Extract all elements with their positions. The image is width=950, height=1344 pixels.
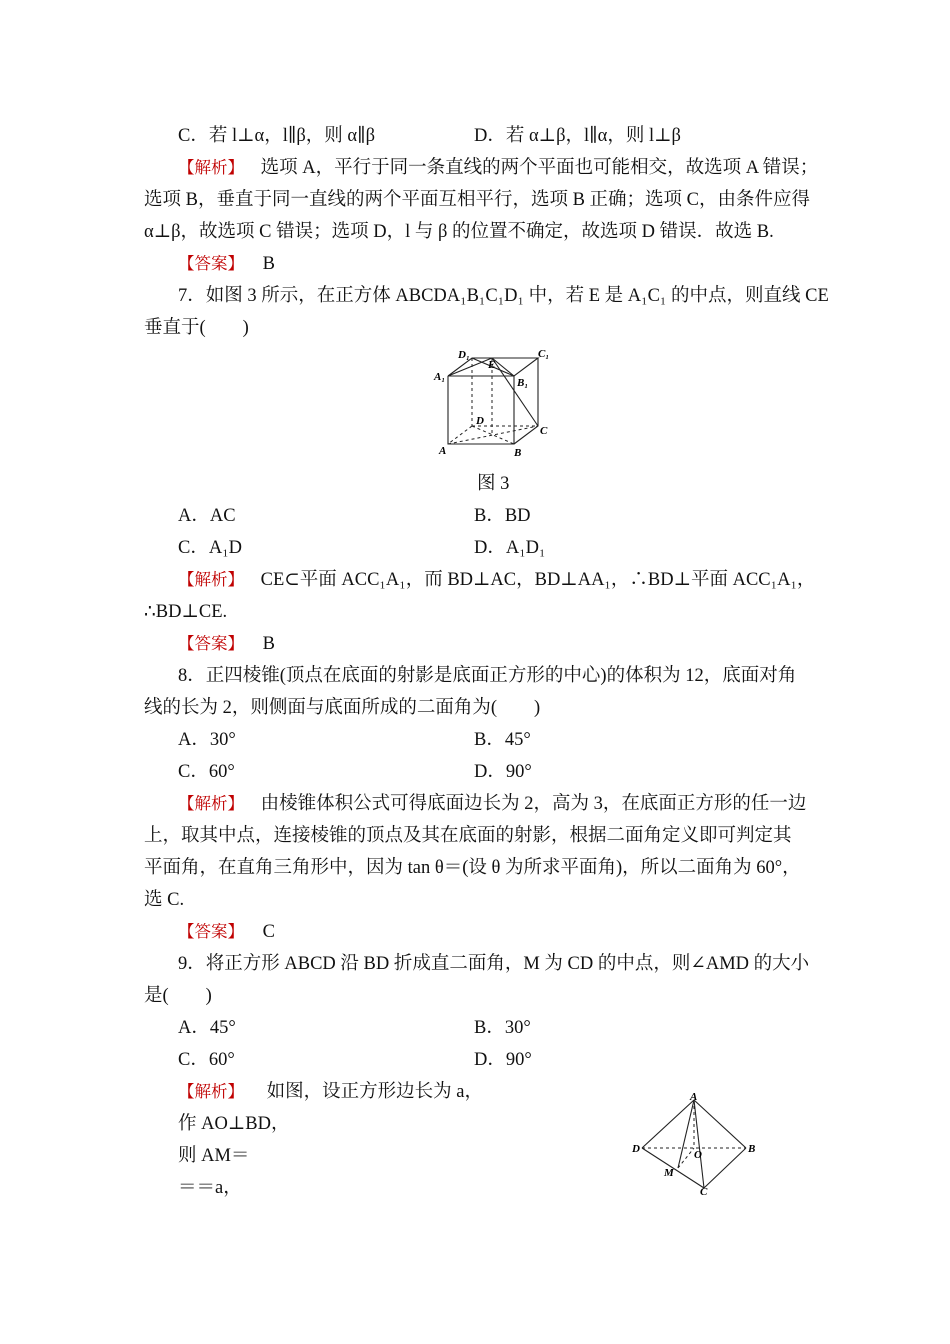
label-A1: A₁ [434, 371, 446, 383]
figure-caption: 图 3 [477, 474, 510, 494]
q6-analysis-line-2: 选项 B，垂直于同一直线的两个平面互相平行，选项 B 正确；选项 C，由条件应得 [144, 190, 811, 210]
answer-tag: 【答案】 [178, 634, 244, 653]
answer-tag: 【答案】 [178, 922, 244, 941]
q8-option-c: C．60° [178, 762, 235, 782]
analysis-tag: 【解析】 [178, 794, 244, 813]
q9-analysis-line-4: ＝＝a， [178, 1178, 242, 1198]
q6-option-c: C．若 l⊥α，l∥β，则 α∥β [178, 126, 376, 146]
q8-option-d: D．90° [474, 762, 532, 782]
q6-option-d: D．若 α⊥β，l∥α，则 l⊥β [474, 126, 681, 146]
label-B1: B₁ [517, 377, 529, 389]
q7-analysis-line-2: ∴BD⊥CE. [144, 602, 228, 622]
q6-analysis-line-3: α⊥β，故选项 C 错误；选项 D，l 与 β 的位置不确定，故选项 D 错误．故选 B. [144, 222, 774, 242]
q8-option-a: A．30° [178, 730, 236, 750]
q7-option-c: C．A₁D [178, 538, 243, 558]
answer-tag: 【答案】 [178, 254, 244, 273]
q9-option-d: D．90° [474, 1050, 532, 1070]
label-A: A [690, 1092, 698, 1103]
label-O: O [694, 1149, 702, 1161]
label-D: D [476, 415, 484, 427]
q8-analysis-line-4: 选 C. [144, 890, 185, 910]
q8-answer: 【答案】 C [178, 922, 275, 942]
q7-option-a: A．AC [178, 506, 236, 526]
q7-analysis-line-1: 【解析】 CE⊂平面 ACC₁A₁，而 BD⊥AC，BD⊥AA₁，∴BD⊥平面 ACC₁A₁， [178, 570, 816, 590]
q7-stem-line-2: 垂直于( ) [144, 318, 249, 338]
label-C: C [540, 425, 548, 437]
label-C: C [700, 1186, 708, 1196]
q9-option-b: B．30° [474, 1018, 531, 1038]
label-A: A [439, 445, 447, 457]
q9-analysis-line-2: 作 AO⊥BD， [178, 1114, 290, 1134]
q9-stem-line-1: 9．将正方形 ABCD 沿 BD 折成直二面角，M 为 CD 的中点，则∠AMD 的大小 [178, 954, 810, 974]
q6-analysis-line-1: 【解析】 选项 A，平行于同一条直线的两个平面也可能相交，故选项 A 错误； [178, 158, 819, 178]
q8-stem-line-1: 8．正四棱锥(顶点在底面的射影是底面正方形的中心)的体积为 12，底面对角 [178, 666, 797, 686]
q7-stem-line-1: 7．如图 3 所示，在正方体 ABCDA₁B₁C₁D₁ 中，若 E 是 A₁C₁ 的中点，则直线 CE [178, 286, 829, 306]
label-D1: D₁ [458, 349, 470, 361]
q9-option-c: C．60° [178, 1050, 235, 1070]
label-B: B [748, 1143, 756, 1155]
cube-figure [432, 346, 558, 462]
q8-analysis-line-2: 上，取其中点，连接棱锥的顶点及其在底面的射影，根据二面角定义即可判定其 [144, 826, 792, 846]
label-D: D [632, 1143, 640, 1155]
q7-option-b: B．BD [474, 506, 531, 526]
label-B: B [514, 447, 522, 459]
q8-analysis-line-3: 平面角，在直角三角形中，因为 tan θ＝(设 θ 为所求平面角)，所以二面角为 60°， [144, 858, 801, 878]
q8-option-b: B．45° [474, 730, 531, 750]
q9-analysis-line-1: 【解析】 如图，设正方形边长为 a， [178, 1082, 483, 1102]
q8-analysis-line-1: 【解析】 由棱锥体积公式可得底面边长为 2，高为 3，在底面正方形的任一边 [178, 794, 807, 814]
analysis-tag: 【解析】 [178, 158, 244, 177]
q7-option-d: D．A₁D₁ [474, 538, 546, 558]
q9-option-a: A．45° [178, 1018, 236, 1038]
fold-figure [628, 1092, 768, 1196]
q9-stem-line-2: 是( ) [144, 986, 212, 1006]
label-M: M [664, 1167, 674, 1179]
label-C1: C₁ [538, 348, 550, 360]
label-E: E [488, 359, 496, 371]
q9-analysis-line-3: 则 AM＝ [178, 1146, 250, 1166]
q6-answer: 【答案】 B [178, 254, 275, 274]
q8-stem-line-2: 线的长为 2，则侧面与底面所成的二面角为( ) [144, 698, 541, 718]
q7-answer: 【答案】 B [178, 634, 275, 654]
analysis-tag: 【解析】 [178, 1082, 244, 1101]
analysis-tag: 【解析】 [178, 570, 244, 589]
